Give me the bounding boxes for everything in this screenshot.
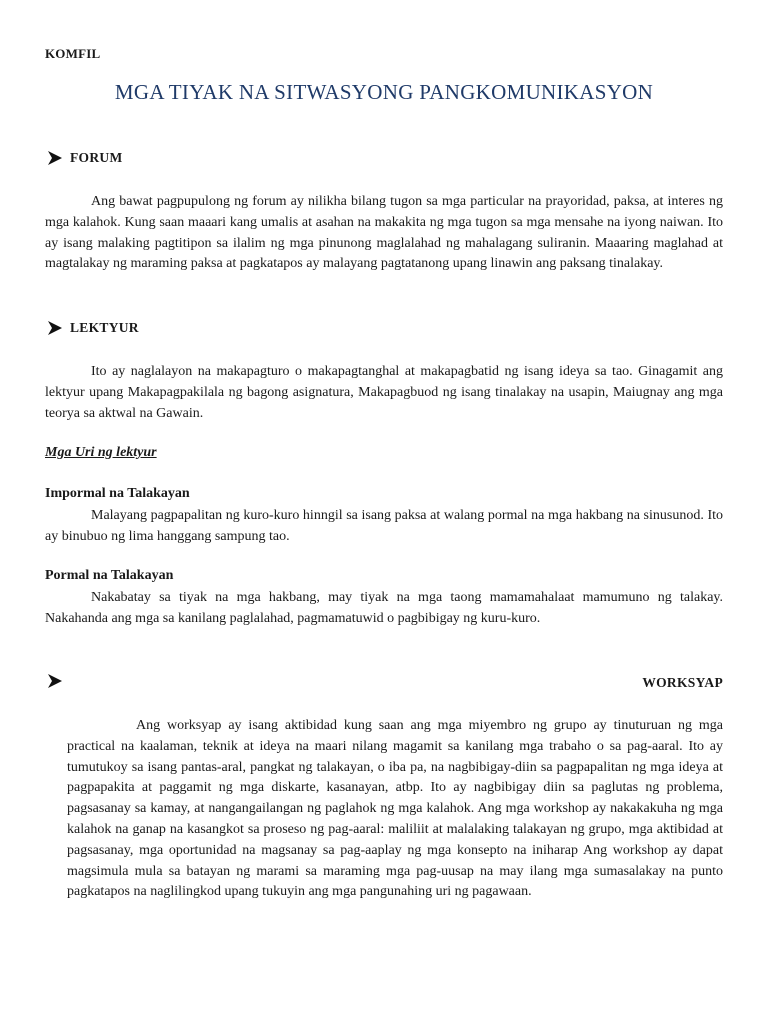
pormal-heading: Pormal na Talakayan bbox=[45, 568, 174, 583]
worksyap-paragraph: Ang worksyap ay isang aktibidad kung saan ang mga miyembro ng grupo ay tinuturuan ng mga practical na kaalaman, teknik at ideya na maari nilang magamit sa kanilang mga trabaho o sa pag-aaral. Ito ay tumutukoy sa isang pantas-aral, pangkat ng talakayan, o iba pa, na nagbibigay-diin sa pagpapalitan ng mga ideya at pagpapakita at paggamit ng mga diskarte, kasanayan, atbp. Ito ay nagbibigay diin sa paglutas ng problema, pagsasanay sa kamay, at nangangailangan ng paglahok ng mga kalahok. Ang mga workshop ay nakakakuha ng mga kalahok na ganap na kasangkot sa proseso ng pag-aaral: maliliit at malalaking talakayan ng grupo, mga aktibidad at pagsasanay, mga oportunidad na magsanay sa pag-aaplay ng mga konsepto na iniharap Ang workshop ay dapat magsimula mula sa batayan ng marami sa maraming mga pag-uusap na may ilang mga sumasalakay na punto pagkatapos na naglilingkod upang tukuyin ang mga pangunahing uri ng pagawaan. bbox=[67, 718, 723, 900]
worksyap-heading-label: WORKSYAP bbox=[642, 675, 723, 690]
pormal-paragraph: Nakabatay sa tiyak na mga hakbang, may tiyak na mga taong mamamahalaat mamumuno ng talakay. Nakahanda ang mga sa kanilang paglalahad, pagmamatuwid o pagbibigay ng kuru-kuro. bbox=[45, 590, 723, 626]
lektyur-heading-label: LEKTYUR bbox=[70, 320, 139, 335]
lektyur-paragraph: Ito ay naglalayon na makapagturo o makapagtanghal at makapagbatid ng isang ideya sa tao. Ginagamit ang lektyur upang Makapagpakilala ng bagong asignatura, Makapagbuod ng isang tinalakay na usapin, Maiugnay ang mga teorya sa aktwal na Gawain. bbox=[45, 364, 723, 421]
section-heading-forum bbox=[45, 150, 123, 166]
course-code: KOMFIL bbox=[45, 46, 101, 61]
forum-heading-label: FORUM bbox=[70, 150, 123, 165]
document-title: MGA TIYAK NA SITWASYONG PANGKOMUNIKASYON bbox=[114, 80, 654, 104]
arrow-bullet-icon bbox=[45, 320, 65, 336]
impormal-paragraph: Malayang pagpapalitan ng kuro-kuro hinngil sa isang paksa at walang pormal na mga hakbang na sinusunod. Ito ay binubuo ng lima hanggang sampung tao. bbox=[45, 508, 723, 544]
section-heading-lektyur bbox=[45, 320, 139, 336]
impormal-heading: Impormal na Talakayan bbox=[45, 486, 190, 501]
lektyur-types-heading: Mga Uri ng lektyur bbox=[45, 445, 157, 460]
arrow-bullet-icon bbox=[45, 673, 65, 689]
forum-paragraph: Ang bawat pagpupulong ng forum ay nilikha bilang tugon sa mga particular na prayoridad, paksa, at interes ng mga kalahok. Kung saan maaari kang umalis at asahan na makakita ng mga tugon sa mga mensahe na iyong naiwan. Ito ay isang malaking pagtitipon sa ilalim ng mga pinunong maglalahad ng mahalagang suliranin. Maaaring maglahad at magtalakay ng maraming paksa at pagkatapos ay malayang pagtatanong upang linawin ang paksang tinalakay. bbox=[45, 194, 723, 272]
arrow-bullet-icon bbox=[45, 150, 65, 166]
